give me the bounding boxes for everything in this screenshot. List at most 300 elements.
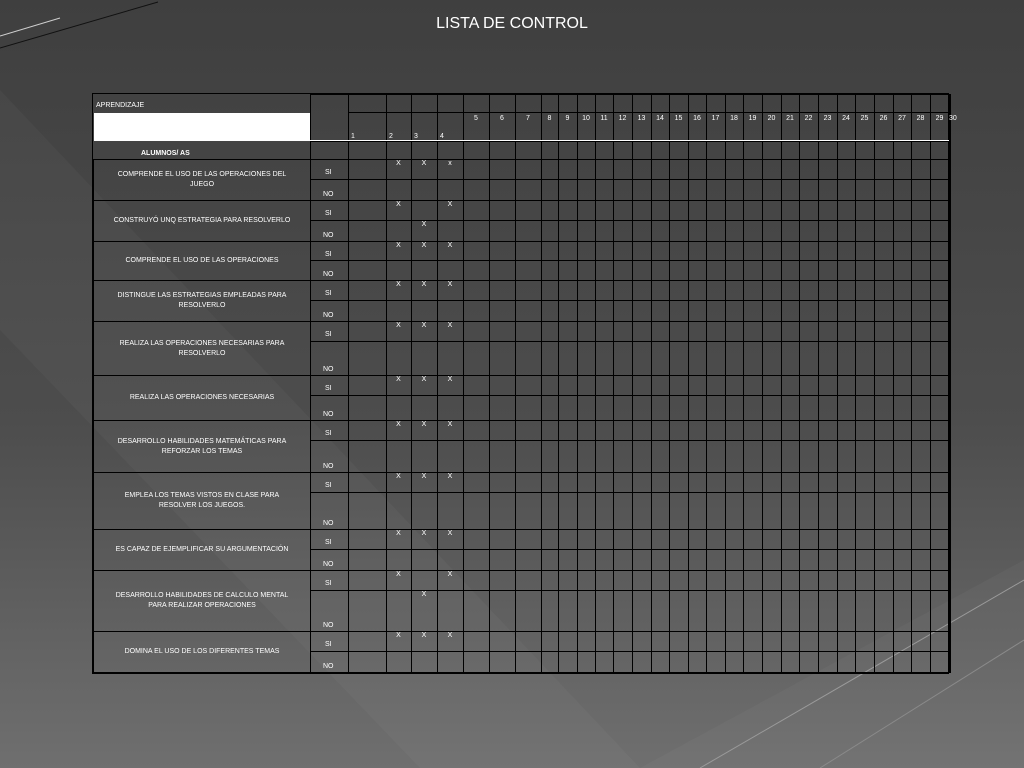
check-cell[interactable] [651,260,670,281]
check-cell[interactable] [688,549,707,571]
check-cell[interactable] [725,300,744,322]
check-cell[interactable] [348,220,387,242]
check-cell[interactable] [558,341,578,376]
check-cell[interactable] [725,651,744,673]
check-cell[interactable] [463,395,490,421]
check-cell[interactable] [577,590,596,632]
check-cell[interactable] [463,492,490,530]
check-cell[interactable] [348,651,387,673]
check-cell[interactable] [386,492,412,530]
check-cell[interactable] [874,492,894,530]
check-cell[interactable] [489,300,516,322]
check-cell[interactable] [893,420,912,441]
check-cell[interactable] [911,321,931,342]
check-cell[interactable] [669,241,689,261]
check-cell[interactable] [463,179,490,201]
check-cell[interactable] [463,570,490,591]
check-cell[interactable] [489,529,516,550]
check-cell[interactable] [949,321,951,342]
check-cell[interactable] [558,631,578,652]
check-cell[interactable] [437,590,464,632]
check-cell[interactable] [837,375,856,396]
check-cell[interactable] [463,529,490,550]
check-cell[interactable] [577,280,596,301]
check-cell[interactable] [799,570,819,591]
check-cell[interactable] [893,472,912,493]
check-cell[interactable] [489,321,516,342]
check-cell[interactable] [632,220,652,242]
check-cell[interactable] [613,549,633,571]
check-cell[interactable] [411,341,438,376]
check-cell[interactable] [893,159,912,180]
check-cell[interactable] [930,260,950,281]
check-cell[interactable] [651,395,670,421]
check-cell[interactable] [411,395,438,421]
check-cell[interactable] [893,321,912,342]
check-cell[interactable] [949,241,951,261]
check-cell[interactable] [651,529,670,550]
check-cell[interactable] [930,321,950,342]
check-cell[interactable] [725,395,744,421]
check-cell[interactable] [437,440,464,473]
check-cell[interactable] [541,549,559,571]
check-cell[interactable] [348,395,387,421]
check-cell[interactable] [855,375,875,396]
check-cell[interactable] [874,570,894,591]
check-cell[interactable] [651,472,670,493]
check-cell[interactable] [874,651,894,673]
check-cell[interactable] [541,492,559,530]
check-cell[interactable] [743,472,763,493]
check-cell[interactable] [855,492,875,530]
check-cell[interactable] [837,260,856,281]
check-cell[interactable] [651,570,670,591]
check-cell[interactable] [781,260,800,281]
check-cell[interactable] [930,395,950,421]
check-cell[interactable] [911,179,931,201]
check-cell[interactable] [541,159,559,180]
check-cell[interactable] [762,220,782,242]
check-cell[interactable] [595,420,614,441]
check-cell[interactable] [855,200,875,221]
check-cell[interactable] [874,440,894,473]
check-cell[interactable] [577,341,596,376]
check-cell[interactable] [595,179,614,201]
check-cell[interactable] [725,420,744,441]
check-cell[interactable] [613,492,633,530]
check-cell[interactable] [348,159,387,180]
check-cell[interactable] [595,321,614,342]
check-cell[interactable] [799,420,819,441]
check-cell[interactable] [874,280,894,301]
check-cell[interactable] [949,651,951,673]
check-cell[interactable] [781,241,800,261]
check-cell[interactable] [463,260,490,281]
check-cell[interactable] [669,179,689,201]
check-cell[interactable] [855,549,875,571]
check-cell[interactable] [348,549,387,571]
check-cell[interactable] [762,529,782,550]
check-cell[interactable] [463,341,490,376]
check-cell[interactable] [762,631,782,652]
check-cell[interactable] [651,549,670,571]
check-cell[interactable] [595,590,614,632]
check-cell[interactable] [558,321,578,342]
check-cell[interactable] [651,590,670,632]
check-cell[interactable] [930,200,950,221]
check-cell[interactable] [949,420,951,441]
check-cell[interactable] [799,549,819,571]
check-cell[interactable] [632,651,652,673]
check-cell[interactable] [799,529,819,550]
check-cell[interactable] [348,590,387,632]
check-cell[interactable] [911,570,931,591]
check-cell[interactable] [762,472,782,493]
check-cell[interactable] [632,395,652,421]
check-cell[interactable] [688,300,707,322]
check-cell[interactable] [558,440,578,473]
check-cell[interactable] [706,280,726,301]
check-cell[interactable] [669,631,689,652]
check-cell[interactable] [463,200,490,221]
check-cell[interactable] [911,440,931,473]
check-cell[interactable] [930,492,950,530]
check-cell[interactable] [799,395,819,421]
check-cell[interactable] [893,375,912,396]
check-cell[interactable] [743,440,763,473]
check-cell[interactable] [437,220,464,242]
check-cell[interactable] [411,260,438,281]
check-cell[interactable] [463,280,490,301]
check-cell[interactable] [577,321,596,342]
check-cell[interactable] [669,529,689,550]
check-cell[interactable] [781,200,800,221]
check-cell[interactable] [930,159,950,180]
check-cell[interactable] [893,241,912,261]
check-cell[interactable] [818,179,838,201]
check-cell[interactable] [489,472,516,493]
check-cell[interactable] [651,241,670,261]
check-cell[interactable] [515,440,542,473]
check-cell[interactable] [688,159,707,180]
check-cell[interactable] [855,651,875,673]
check-cell[interactable] [541,241,559,261]
check-cell[interactable] [411,492,438,530]
check-cell[interactable] [613,529,633,550]
check-cell[interactable] [799,300,819,322]
check-cell[interactable] [651,492,670,530]
check-cell[interactable] [688,440,707,473]
check-cell[interactable] [781,570,800,591]
check-cell[interactable] [558,529,578,550]
check-cell[interactable] [541,631,559,652]
check-cell[interactable] [348,321,387,342]
check-cell[interactable] [818,220,838,242]
check-cell[interactable] [911,590,931,632]
check-cell[interactable] [930,651,950,673]
check-cell[interactable] [893,341,912,376]
check-cell[interactable] [669,395,689,421]
check-cell[interactable] [489,200,516,221]
check-cell[interactable] [818,159,838,180]
check-cell[interactable] [632,241,652,261]
check-cell[interactable] [651,220,670,242]
check-cell[interactable] [489,341,516,376]
check-cell[interactable] [577,651,596,673]
check-cell[interactable] [893,220,912,242]
check-cell[interactable] [743,549,763,571]
check-cell[interactable] [386,651,412,673]
check-cell[interactable] [949,549,951,571]
check-cell[interactable] [348,375,387,396]
check-cell[interactable] [632,440,652,473]
check-cell[interactable] [818,341,838,376]
check-cell[interactable] [489,375,516,396]
check-cell[interactable] [515,570,542,591]
check-cell[interactable] [669,472,689,493]
check-cell[interactable] [799,260,819,281]
check-cell[interactable] [911,260,931,281]
check-cell[interactable] [348,570,387,591]
check-cell[interactable] [762,590,782,632]
check-cell[interactable] [437,260,464,281]
check-cell[interactable] [837,179,856,201]
check-cell[interactable] [781,651,800,673]
check-cell[interactable] [781,590,800,632]
check-cell[interactable] [855,570,875,591]
check-cell[interactable] [489,241,516,261]
check-cell[interactable] [669,590,689,632]
check-cell[interactable] [781,395,800,421]
check-cell[interactable] [577,420,596,441]
check-cell[interactable] [348,420,387,441]
check-cell[interactable] [669,321,689,342]
check-cell[interactable] [706,200,726,221]
check-cell[interactable] [930,590,950,632]
check-cell[interactable] [595,220,614,242]
check-cell[interactable] [949,220,951,242]
check-cell[interactable] [818,241,838,261]
check-cell[interactable] [949,341,951,376]
check-cell[interactable] [558,492,578,530]
check-cell[interactable] [725,179,744,201]
check-cell[interactable] [489,590,516,632]
check-cell[interactable] [489,280,516,301]
check-cell[interactable] [577,472,596,493]
check-cell[interactable] [651,440,670,473]
check-cell[interactable] [781,420,800,441]
check-cell[interactable] [725,341,744,376]
check-cell[interactable] [893,631,912,652]
check-cell[interactable] [632,341,652,376]
check-cell[interactable] [613,159,633,180]
check-cell[interactable] [515,631,542,652]
check-cell[interactable] [577,395,596,421]
check-cell[interactable] [725,200,744,221]
check-cell[interactable] [706,570,726,591]
check-cell[interactable] [489,220,516,242]
check-cell[interactable] [651,280,670,301]
check-cell[interactable] [613,651,633,673]
check-cell[interactable] [595,375,614,396]
check-cell[interactable] [411,570,438,591]
check-cell[interactable] [911,492,931,530]
check-cell[interactable] [558,159,578,180]
check-cell[interactable] [577,529,596,550]
check-cell[interactable] [558,590,578,632]
check-cell[interactable] [762,300,782,322]
check-cell[interactable] [855,260,875,281]
check-cell[interactable] [541,280,559,301]
check-cell[interactable] [743,280,763,301]
check-cell[interactable] [949,200,951,221]
check-cell[interactable] [577,631,596,652]
check-cell[interactable] [669,159,689,180]
check-cell[interactable] [669,300,689,322]
check-cell[interactable] [348,631,387,652]
check-cell[interactable] [874,631,894,652]
check-cell[interactable] [463,651,490,673]
check-cell[interactable] [669,200,689,221]
check-cell[interactable] [874,220,894,242]
check-cell[interactable] [613,280,633,301]
check-cell[interactable] [541,200,559,221]
check-cell[interactable] [893,590,912,632]
check-cell[interactable] [632,321,652,342]
check-cell[interactable] [489,179,516,201]
check-cell[interactable] [911,395,931,421]
check-cell[interactable] [613,220,633,242]
check-cell[interactable] [874,241,894,261]
check-cell[interactable] [837,420,856,441]
check-cell[interactable] [855,395,875,421]
check-cell[interactable] [577,241,596,261]
check-cell[interactable] [781,375,800,396]
check-cell[interactable] [855,440,875,473]
check-cell[interactable] [463,590,490,632]
check-cell[interactable] [706,472,726,493]
check-cell[interactable] [541,179,559,201]
check-cell[interactable] [463,321,490,342]
check-cell[interactable] [893,179,912,201]
check-cell[interactable] [855,420,875,441]
check-cell[interactable] [762,395,782,421]
check-cell[interactable] [799,492,819,530]
check-cell[interactable] [818,280,838,301]
check-cell[interactable] [855,341,875,376]
check-cell[interactable] [669,651,689,673]
check-cell[interactable] [411,200,438,221]
check-cell[interactable] [743,492,763,530]
check-cell[interactable] [437,651,464,673]
check-cell[interactable] [799,590,819,632]
check-cell[interactable] [837,472,856,493]
check-cell[interactable] [874,472,894,493]
check-cell[interactable] [688,395,707,421]
check-cell[interactable] [743,395,763,421]
check-cell[interactable] [762,440,782,473]
check-cell[interactable] [855,179,875,201]
check-cell[interactable] [855,631,875,652]
check-cell[interactable] [515,549,542,571]
check-cell[interactable] [613,440,633,473]
check-cell[interactable] [489,420,516,441]
check-cell[interactable] [577,549,596,571]
check-cell[interactable] [762,651,782,673]
check-cell[interactable] [688,375,707,396]
check-cell[interactable] [781,159,800,180]
check-cell[interactable] [541,375,559,396]
check-cell[interactable] [911,420,931,441]
check-cell[interactable] [595,341,614,376]
check-cell[interactable] [762,241,782,261]
check-cell[interactable] [613,321,633,342]
check-cell[interactable] [651,375,670,396]
check-cell[interactable] [688,241,707,261]
check-cell[interactable] [463,241,490,261]
check-cell[interactable] [595,651,614,673]
check-cell[interactable] [799,241,819,261]
check-cell[interactable] [386,395,412,421]
check-cell[interactable] [688,590,707,632]
check-cell[interactable] [632,280,652,301]
check-cell[interactable] [911,220,931,242]
check-cell[interactable] [577,200,596,221]
check-cell[interactable] [725,159,744,180]
check-cell[interactable] [669,549,689,571]
check-cell[interactable] [651,300,670,322]
check-cell[interactable] [874,549,894,571]
check-cell[interactable] [577,260,596,281]
check-cell[interactable] [595,492,614,530]
check-cell[interactable] [688,280,707,301]
check-cell[interactable] [437,341,464,376]
check-cell[interactable] [515,280,542,301]
check-cell[interactable] [781,179,800,201]
check-cell[interactable] [799,179,819,201]
check-cell[interactable] [818,651,838,673]
check-cell[interactable] [411,179,438,201]
check-cell[interactable] [837,590,856,632]
check-cell[interactable] [874,375,894,396]
check-cell[interactable] [743,260,763,281]
check-cell[interactable] [669,492,689,530]
check-cell[interactable] [799,440,819,473]
check-cell[interactable] [725,549,744,571]
check-cell[interactable] [930,570,950,591]
check-cell[interactable] [515,375,542,396]
check-cell[interactable] [762,200,782,221]
check-cell[interactable] [837,220,856,242]
check-cell[interactable] [893,300,912,322]
check-cell[interactable] [874,179,894,201]
check-cell[interactable] [706,529,726,550]
check-cell[interactable] [743,300,763,322]
check-cell[interactable] [595,440,614,473]
check-cell[interactable] [837,492,856,530]
check-cell[interactable] [348,280,387,301]
check-cell[interactable] [489,440,516,473]
check-cell[interactable] [541,220,559,242]
check-cell[interactable] [706,179,726,201]
check-cell[interactable] [386,440,412,473]
check-cell[interactable] [463,420,490,441]
check-cell[interactable] [651,341,670,376]
check-cell[interactable] [463,440,490,473]
check-cell[interactable] [595,529,614,550]
check-cell[interactable] [348,472,387,493]
check-cell[interactable] [762,321,782,342]
